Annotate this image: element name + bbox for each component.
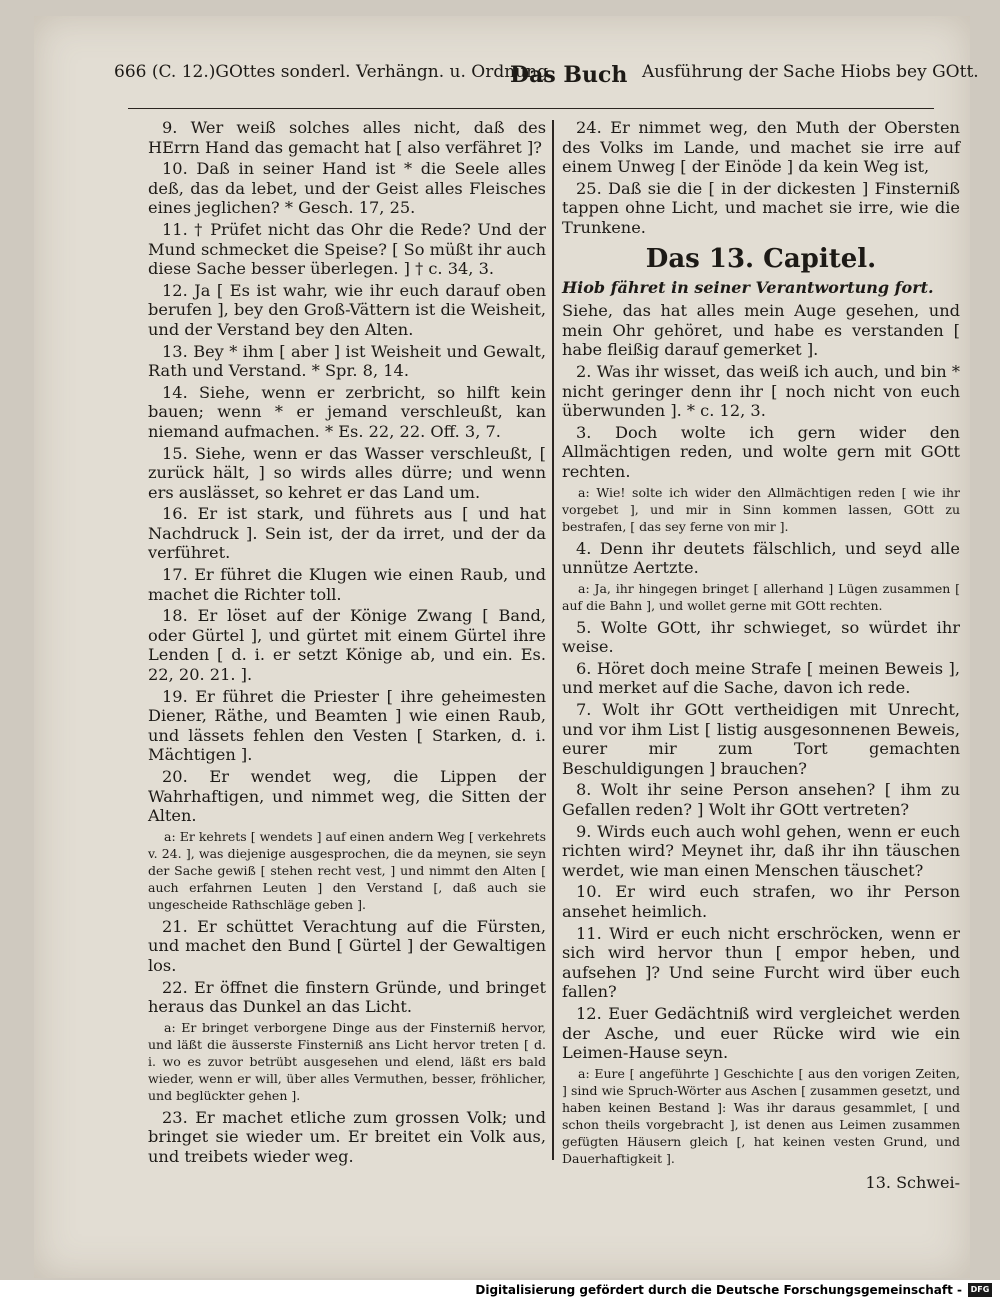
right-column xyxy=(562,118,960,1194)
commentary-note: a: Ja, ihr hingegen bringet [ allerhand ] Lügen zusammen [ auf die Bahn ], und wollet gerne mit GOtt rechten. xyxy=(562,580,960,613)
verse: 25. Daß sie die [ in der dickesten ] Finsterniß tappen ohne Licht, und machet sie irre, wie die Trunkene. xyxy=(562,178,960,237)
verse: 5. Wolte GOtt, ihr schwieget, so würdet ihr weise. xyxy=(562,617,960,657)
verse: 21. Er schüttet Verachtung auf die Fürsten, und machet den Bund [ Gürtel ] der Gewaltigen los. xyxy=(148,916,546,975)
verse: 11. Wird er euch nicht erschröcken, wenn er sich wird hervor thun [ empor heben, und aufsehen ]? Und seine Furcht wird über euch fallen? xyxy=(562,923,960,1002)
commentary-note: a: Wie! solte ich wider den Allmächtigen reden [ wie ihr vorgebet ], und mir in Sinn kommen lassen, GOtt zu bestrafen, [ das sey ferne von mir ]. xyxy=(562,484,960,534)
verse: 6. Höret doch meine Strafe [ meinen Beweis ], und merket auf die Sache, davon ich rede. xyxy=(562,658,960,698)
verse: 16. Er ist stark, und führets aus [ und hat Nachdruck ]. Sein ist, der da irret, und der da verführet. xyxy=(148,504,546,563)
verse: Siehe, das hat alles mein Auge gesehen, und mein Ohr gehöret, und habe es verstanden [ habe fleißig darauf gemerket ]. xyxy=(562,301,960,360)
digitization-footer xyxy=(0,1280,1000,1301)
left-column xyxy=(148,118,546,1169)
chapter-title: Das 13. Capitel. xyxy=(645,243,877,274)
verse: 10. Daß in seiner Hand ist * die Seele alles deß, das da lebet, und der Geist alles Fleisches eines jeglichen? * Gesch. 17, 25. xyxy=(148,159,546,218)
footer-credit: Digitalisierung gefördert durch die Deutsche Forschungsgemeinschaft - xyxy=(475,1283,962,1297)
verse: 10. Er wird euch strafen, wo ihr Person ansehet heimlich. xyxy=(562,882,960,921)
verse: 15. Siehe, wenn er das Wasser verschleußt, [ zurück hält, ] so wirds alles dürre; und wenn ers auslässet, so kehret er das Land um. xyxy=(148,443,546,502)
verse: 18. Er löset auf der Könige Zwang [ Band, oder Gürtel ], und gürtet mit einem Gürtel ihre Lenden [ d. i. er setzt Könige ab, und ein. Es. 22, 20. 21. ]. xyxy=(148,606,546,685)
verse: 9. Wer weiß solches alles nicht, daß des HErrn Hand das gemacht hat [ also verfähret ]? xyxy=(148,118,546,157)
verse: 12. Ja [ Es ist wahr, wie ihr euch darauf oben berufen ], bey den Groß-Vättern ist die Weisheit, und der Verstand bey den Alten. xyxy=(148,280,546,339)
verse: 24. Er nimmet weg, den Muth der Obersten des Volks im Lande, und machet sie irre auf einem Unweg [ der Einöde ] da kein Weg ist, xyxy=(562,118,960,177)
verse: 22. Er öffnet die finstern Gründe, und bringet heraus das Dunkel an das Licht. xyxy=(148,977,546,1017)
verse: 9. Wirds euch auch wohl gehen, wenn er euch richten wird? Meynet ihr, daß ihr ihn täuschen werdet, wie man einen Menschen täuschet? xyxy=(562,821,960,880)
dfg-logo-icon: DFG xyxy=(968,1283,992,1297)
header-left: 666 (C. 12.)GOttes sonderl. Verhängn. u. Ordnung. xyxy=(114,62,554,82)
verse: 11. † Prüfet nicht das Ohr die Rede? Und der Mund schmecket die Speise? [ So müßt ihr auch diese Sache besser überlegen. ] † c. 34, 3. xyxy=(148,219,546,279)
verse: 13. Bey * ihm [ aber ] ist Weisheit und Gewalt, Rath und Verstand. * Spr. 8, 14. xyxy=(148,341,546,381)
commentary-note: a: Er kehrets [ wendets ] auf einen andern Weg [ verkehrets v. 24. ], was diejenige ausgesprochen, die da meynen, sie seyn der Sache gewiß [ stehen recht vest, ] und nimmt den Alten [ auch erfahrnen Leuten ] den Verstand [, daß auch sie ungescheide Rathschläge geben ]. xyxy=(148,828,546,912)
catchword: 13. Schwei- xyxy=(865,1172,960,1192)
header-center: Das Buch xyxy=(510,62,628,88)
verse: 8. Wolt ihr seine Person ansehen? [ ihm zu Gefallen reden? ] Wolt ihr GOtt vertreten? xyxy=(562,780,960,820)
verse: 2. Was ihr wisset, das weiß ich auch, und bin * nicht geringer denn ihr [ noch nicht von euch überwunden ]. * c. 12, 3. xyxy=(562,361,960,421)
verse: 7. Wolt ihr GOtt vertheidigen mit Unrecht, und vor ihm List [ listig ausgesonnenen Beweis, eurer mir zum Tort gemachten Beschuldigungen ] brauchen? xyxy=(562,700,960,778)
commentary-note: a: Eure [ angeführte ] Geschichte [ aus den vorigen Zeiten, ] sind wie Spruch-Wörter aus Aschen [ zusammen gesetzt, und haben keinen Bestand ]: Was ihr daraus gesammlet, [ und schon theils vorgebracht ], ist denen aus Leimen zusammen gefügten Häusern gleich [, hat keinen vesten Grund, und Dauerhaftigkeit ]. xyxy=(562,1065,960,1166)
verse: 14. Siehe, wenn er zerbricht, so hilft kein bauen; wenn * er jemand verschleußt, kan niemand aufmachen. * Es. 22, 22. Off. 3, 7. xyxy=(148,382,546,441)
chapter-summary: Hiob fähret in seiner Verantwortung fort. xyxy=(562,277,934,297)
verse: 23. Er machet etliche zum grossen Volk; und bringet sie wieder um. Er breitet ein Volk aus, und treibets wieder weg. xyxy=(148,1107,546,1166)
verse: 17. Er führet die Klugen wie einen Raub, und machet die Richter toll. xyxy=(148,565,546,604)
running-header xyxy=(0,62,1000,102)
verse: 20. Er wendet weg, die Lippen der Wahrhaftigen, und nimmet weg, die Sitten der Alten. xyxy=(148,767,546,826)
verse: 3. Doch wolte ich gern wider den Allmächtigen reden, und wolte gern mit GOtt rechten. xyxy=(562,422,960,481)
header-right: Ausführung der Sache Hiobs bey GOtt. xyxy=(642,62,979,82)
verse: 19. Er führet die Priester [ ihre geheimesten Diener, Räthe, und Beamten ] wie einen Raub, und lässets fehlen den Vesten [ Starken, d. i. Mächtigen ]. xyxy=(148,686,546,765)
verse: 12. Euer Gedächtniß wird vergleichet werden der Asche, und euer Rücke wird wie ein Leimen-Hause seyn. xyxy=(562,1003,960,1063)
verse: 4. Denn ihr deutets fälschlich, und seyd alle unnütze Aertzte. xyxy=(562,538,960,578)
column-divider xyxy=(552,120,554,1160)
header-rule xyxy=(128,108,934,109)
commentary-note: a: Er bringet verborgene Dinge aus der Finsterniß hervor, und läßt die äusserste Finsterniß ans Licht hervor treten [ d. i. wo es zuvor betrübt ausgesehen und elend, läßt ers bald wieder, wenn er will, über alles Vermuthen, besser, fröhlicher, und beglückter gehen ]. xyxy=(148,1019,546,1103)
